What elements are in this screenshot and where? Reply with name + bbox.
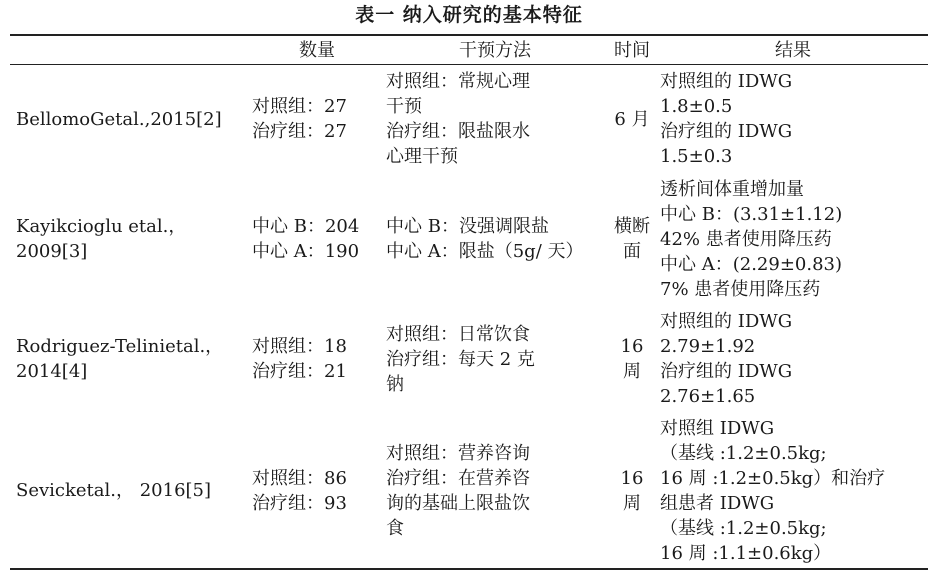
- table-caption: 表一 纳入研究的基本特征: [355, 4, 583, 26]
- count-line: 治疗组：21: [252, 361, 347, 382]
- count-line: 中心 B：204: [252, 216, 360, 237]
- characteristics-table: [10, 34, 928, 570]
- result-line: 16 周 :1.2±0.5kg）和治疗: [660, 467, 886, 489]
- intervention-line: 询的基础上限盐饮: [386, 492, 530, 514]
- time-line: 横断: [614, 216, 650, 237]
- intervention-cell: [384, 305, 606, 413]
- result-line: 透析间体重增加量: [660, 178, 804, 200]
- result-line: （基线 :1.2±0.5kg;: [660, 442, 827, 464]
- result-line: （基线 :1.2±0.5kg;: [660, 517, 827, 539]
- study-line: 2009[3]: [16, 241, 88, 262]
- result-line: 7% 患者使用降压药: [660, 278, 821, 300]
- result-line: 2.79±1.92: [660, 336, 756, 357]
- table-row: [10, 65, 928, 174]
- study-line: 2014[4]: [16, 361, 88, 382]
- time-cell: [606, 65, 658, 174]
- result-line: 对照组 IDWG: [660, 417, 775, 439]
- result-line: 中心 A：(2.29±0.83): [660, 253, 843, 275]
- header-intervention: 干预方法: [384, 35, 606, 65]
- header-row: [10, 35, 928, 65]
- study-line: Rodriguez-Telinietal.，: [16, 336, 224, 357]
- study-cell: [10, 65, 250, 174]
- intervention-line: 对照组：营养咨询: [386, 442, 530, 464]
- count-cell: [250, 305, 384, 413]
- intervention-line: 治疗组：限盐限水: [386, 121, 530, 142]
- study-line: Kayikcioglu etal.，: [16, 216, 187, 237]
- study-cell: [10, 305, 250, 413]
- result-line: 42% 患者使用降压药: [660, 228, 832, 250]
- time-cell: [606, 173, 658, 305]
- study-line: BellomoGetal.,2015[2]: [16, 108, 222, 130]
- count-line: 中心 A：190: [252, 241, 360, 262]
- count-line: 对照组：27: [252, 96, 347, 117]
- study-cell: [10, 173, 250, 305]
- time-line: 面: [623, 241, 641, 262]
- result-line: 对照组的 IDWG: [660, 311, 793, 332]
- result-cell: [658, 173, 928, 305]
- result-line: 对照组的 IDWG: [660, 71, 793, 92]
- intervention-line: 对照组：常规心理: [386, 71, 530, 92]
- intervention-line: 中心 B：没强调限盐: [386, 216, 549, 237]
- result-cell: [658, 65, 928, 174]
- study-line: Sevicketal.， 2016[5]: [16, 480, 212, 501]
- intervention-line: 食: [386, 517, 404, 539]
- intervention-line: 对照组：日常饮食: [386, 323, 530, 345]
- table-row: [10, 413, 928, 569]
- time-line: 周: [623, 361, 641, 382]
- count-cell: [250, 413, 384, 569]
- intervention-cell: [384, 413, 606, 569]
- time-line: 6 月: [614, 108, 650, 130]
- intervention-cell: [384, 65, 606, 174]
- result-line: 2.76±1.65: [660, 386, 756, 407]
- result-line: 1.8±0.5: [660, 96, 733, 117]
- time-line: 周: [623, 492, 641, 514]
- header-time: 时间: [606, 35, 658, 65]
- result-line: 治疗组的 IDWG: [660, 361, 793, 382]
- count-line: 对照组：18: [252, 336, 347, 357]
- intervention-line: 干预: [386, 96, 422, 117]
- count-cell: [250, 173, 384, 305]
- result-line: 组患者 IDWG: [660, 492, 775, 514]
- count-cell: [250, 65, 384, 174]
- count-line: 治疗组：27: [252, 121, 347, 142]
- count-line: 对照组：86: [252, 467, 347, 489]
- result-line: 治疗组的 IDWG: [660, 121, 793, 142]
- header-count: 数量: [250, 35, 384, 65]
- header-result: 结果: [658, 35, 928, 65]
- table-row: [10, 173, 928, 305]
- result-line: 16 周 :1.1±0.6kg）: [660, 542, 832, 564]
- result-cell: [658, 305, 928, 413]
- intervention-line: 治疗组：在营养咨: [386, 467, 530, 489]
- time-cell: [606, 413, 658, 569]
- count-line: 治疗组：93: [252, 492, 347, 514]
- time-cell: [606, 305, 658, 413]
- study-cell: [10, 413, 250, 569]
- header-study: [10, 35, 250, 65]
- time-line: 16: [620, 467, 644, 489]
- intervention-line: 中心 A：限盐（5g/ 天）: [386, 241, 584, 262]
- table-row: [10, 305, 928, 413]
- intervention-cell: [384, 173, 606, 305]
- intervention-line: 钠: [386, 373, 404, 395]
- intervention-line: 治疗组：每天 2 克: [386, 348, 535, 370]
- result-cell: [658, 413, 928, 569]
- intervention-line: 心理干预: [386, 146, 458, 167]
- result-line: 中心 B：(3.31±1.12): [660, 203, 843, 225]
- time-line: 16: [620, 336, 644, 357]
- result-line: 1.5±0.3: [660, 146, 733, 167]
